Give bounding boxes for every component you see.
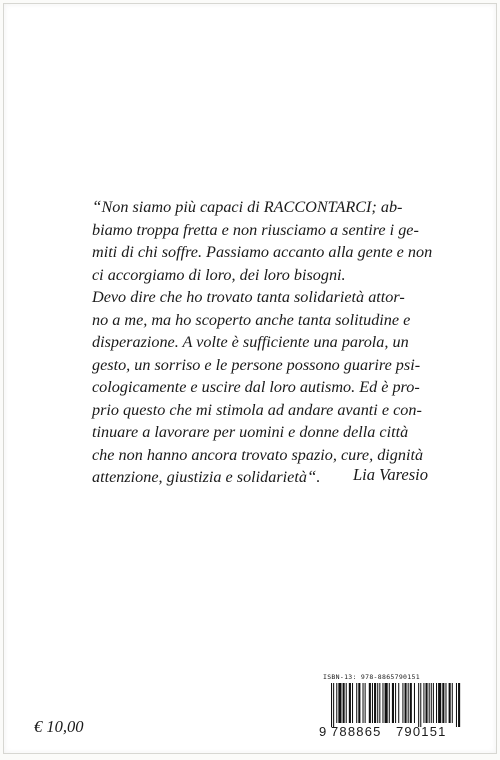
quote-line: disperazione. A volte è sufficiente una parola, un	[92, 333, 409, 351]
quote-line: tinuare a lavorare per uomini e donne della città	[92, 423, 409, 441]
barcode-first-digit: 9	[319, 724, 328, 739]
barcode-bar	[405, 683, 407, 723]
barcode	[319, 673, 463, 741]
barcode-bar	[431, 683, 432, 723]
barcode-bar	[458, 683, 460, 727]
barcode-bar	[377, 683, 378, 723]
barcode-bar	[349, 683, 351, 723]
barcode-bar	[398, 683, 399, 723]
barcode-bar	[352, 683, 353, 723]
quote-line: prio questo che mi stimola ad andare avanti e con-	[92, 400, 422, 419]
barcode-bar	[369, 683, 371, 723]
barcode-bar	[445, 683, 446, 723]
barcode-bar	[372, 683, 373, 723]
quote-line: che non hanno ancora trovato spazio, cure, dignità	[92, 445, 424, 464]
barcode-bar	[395, 683, 396, 723]
barcode-bar	[449, 683, 451, 723]
barcode-bar	[438, 683, 441, 723]
close-quote-mark: “	[306, 467, 317, 486]
quote-line: biamo troppa fretta e non riusciamo a sentire i ge-	[92, 220, 419, 239]
barcode-bar	[343, 683, 345, 723]
barcode-bar	[331, 683, 332, 727]
barcode-bar	[442, 683, 444, 723]
barcode-bar	[356, 683, 357, 723]
isbn-label: ISBN-13: 978-8865790151	[323, 673, 420, 681]
barcode-bar	[392, 683, 394, 723]
barcode-bar	[414, 683, 415, 723]
quote-line: “Non siamo più capaci di RACCONTARCI; ab-	[92, 197, 403, 216]
barcode-bar	[379, 683, 380, 723]
barcode-bar	[452, 683, 453, 723]
barcode-bar	[363, 683, 364, 723]
barcode-bar	[389, 683, 390, 723]
barcode-bar	[385, 683, 388, 723]
barcode-bar	[429, 683, 430, 723]
quote-line: miti di chi soffre. Passiamo accanto alla gente e non	[92, 243, 433, 261]
barcode-bar	[333, 683, 334, 727]
author-name: Lia Varesio	[352, 465, 428, 484]
barcode-bar	[374, 683, 376, 723]
quote-line: gesto, un sorriso e le persone possono guarire psi-	[92, 355, 421, 374]
barcode-bar	[365, 683, 366, 723]
barcode-bar	[338, 683, 341, 723]
quote-line: cologicamente e uscire dal loro autismo. Ed è pro-	[92, 378, 420, 396]
barcode-bar	[402, 683, 403, 723]
barcode-bar	[358, 683, 360, 723]
barcode-bar	[346, 683, 347, 723]
barcode-bar	[418, 683, 419, 727]
barcode-bar	[420, 683, 421, 727]
barcode-number	[319, 724, 463, 739]
barcode-bar	[456, 683, 457, 727]
quote-line: attenzione, giustizia e solidarietà“.	[92, 467, 321, 486]
open-quote-mark: “	[92, 197, 102, 216]
barcode-bar	[382, 683, 383, 723]
quote-line: no a me, ma ho scoperto anche tanta solitudine e	[92, 310, 411, 329]
barcode-bar	[436, 683, 437, 723]
barcode-bar	[433, 683, 434, 723]
barcode-left-group: 788865	[331, 724, 382, 739]
barcode-bars	[319, 683, 463, 727]
barcode-right-group: 790151	[396, 724, 447, 739]
barcode-bar	[426, 683, 428, 723]
barcode-bar	[423, 683, 424, 723]
barcode-bar	[410, 683, 412, 723]
quote-line: ci accorgiamo di loro, dei loro bisogni.	[92, 265, 346, 284]
quote-line: Devo dire che ho trovato tanta solidarietà attor-	[92, 288, 405, 306]
price: € 10,00	[34, 717, 84, 736]
quote-block	[92, 196, 437, 489]
barcode-bar	[336, 683, 337, 723]
book-back-cover	[3, 3, 497, 754]
barcode-bar	[408, 683, 409, 723]
